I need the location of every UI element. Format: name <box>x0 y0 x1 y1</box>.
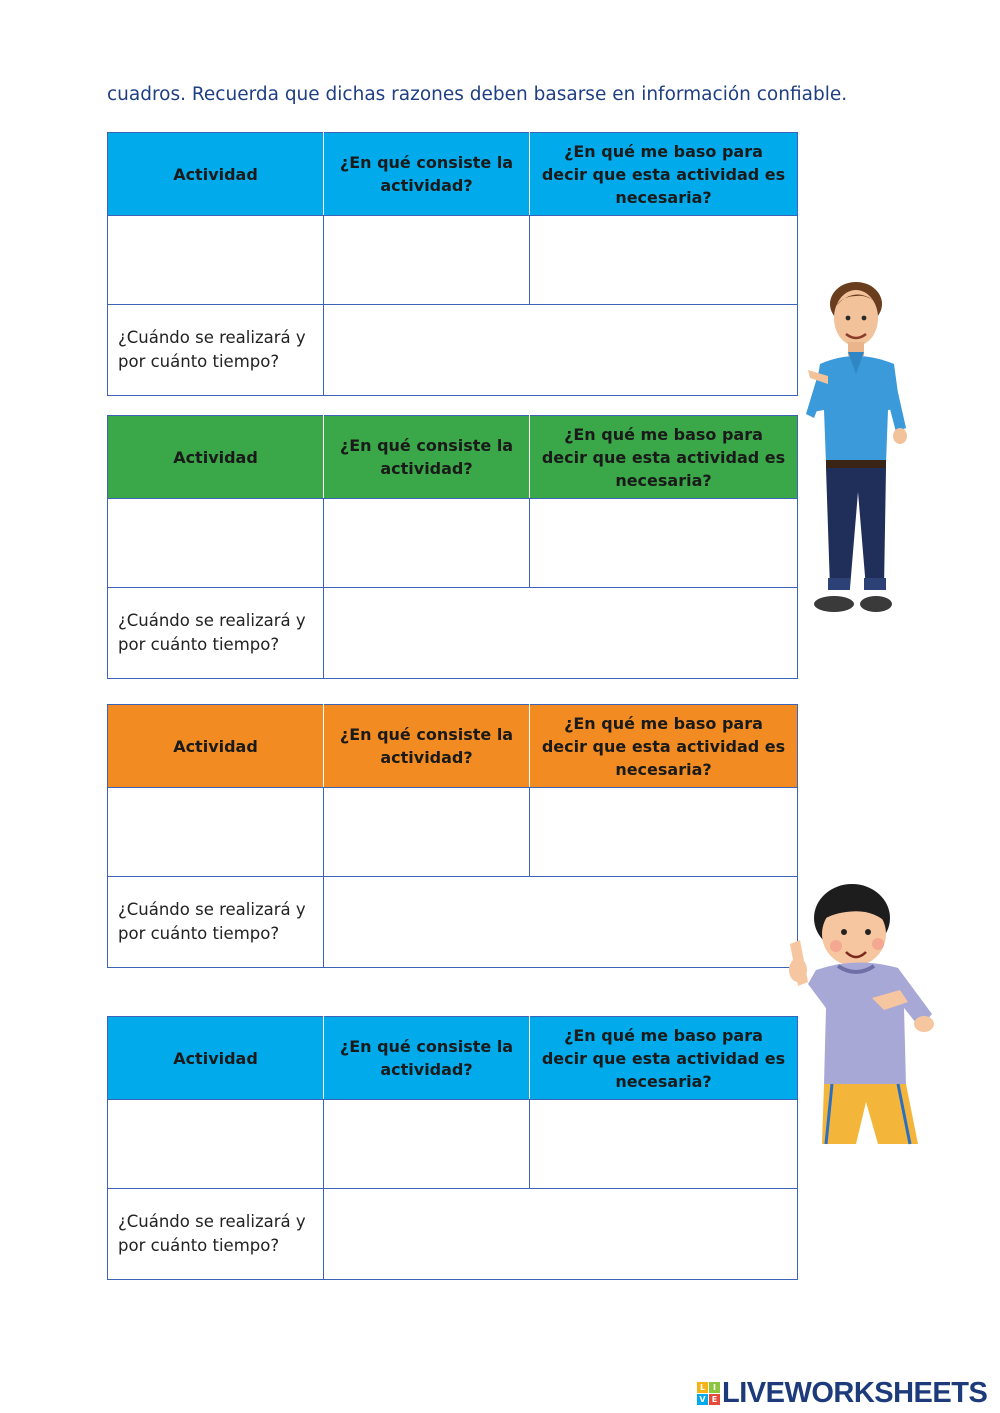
logo-mark-letter: L <box>697 1382 708 1393</box>
when-row <box>108 305 798 396</box>
answer-row <box>108 216 798 305</box>
consists-answer-cell[interactable] <box>324 499 530 588</box>
activity-answer-cell[interactable] <box>108 788 324 877</box>
logo-text: LIVEWORKSHEETS <box>722 1376 988 1409</box>
answer-row <box>108 788 798 877</box>
when-label: ¿Cuándo se realizará y por cuánto tiempo? <box>108 1189 324 1280</box>
answer-row <box>108 1100 798 1189</box>
activity-answer-cell[interactable] <box>108 499 324 588</box>
when-label: ¿Cuándo se realizará y por cuánto tiempo? <box>108 877 324 968</box>
boy-figure-icon <box>786 878 950 1150</box>
header-consists: ¿En qué consiste la actividad? <box>324 705 530 788</box>
when-row <box>108 1189 798 1280</box>
logo-mark-letter: I <box>709 1382 720 1393</box>
table-header-row <box>108 1017 798 1100</box>
activity-table-4 <box>107 1016 798 1280</box>
when-label: ¿Cuándo se realizará y por cuánto tiempo? <box>108 305 324 396</box>
teacher-figure-icon <box>798 278 910 618</box>
liveworksheets-logo <box>697 1378 987 1408</box>
header-activity: Actividad <box>108 416 324 499</box>
consists-answer-cell[interactable] <box>324 788 530 877</box>
consists-answer-cell[interactable] <box>324 216 530 305</box>
activity-table-1 <box>107 132 798 396</box>
header-activity: Actividad <box>108 705 324 788</box>
when-label: ¿Cuándo se realizará y por cuánto tiempo? <box>108 588 324 679</box>
header-activity: Actividad <box>108 1017 324 1100</box>
basis-answer-cell[interactable] <box>530 216 798 305</box>
when-row <box>108 877 798 968</box>
header-consists: ¿En qué consiste la actividad? <box>324 416 530 499</box>
when-answer-cell[interactable] <box>324 305 798 396</box>
consists-answer-cell[interactable] <box>324 1100 530 1189</box>
activity-answer-cell[interactable] <box>108 216 324 305</box>
table-header-row <box>108 133 798 216</box>
logo-mark-letter: E <box>709 1394 720 1405</box>
header-basis: ¿En qué me baso para decir que esta actividad es necesaria? <box>530 416 798 499</box>
activity-table-2 <box>107 415 798 679</box>
when-answer-cell[interactable] <box>324 877 798 968</box>
activity-table-3 <box>107 704 798 968</box>
basis-answer-cell[interactable] <box>530 499 798 588</box>
when-answer-cell[interactable] <box>324 588 798 679</box>
logo-mark-icon <box>697 1382 720 1405</box>
header-basis: ¿En qué me baso para decir que esta actividad es necesaria? <box>530 705 798 788</box>
table-header-row <box>108 416 798 499</box>
activity-answer-cell[interactable] <box>108 1100 324 1189</box>
header-consists: ¿En qué consiste la actividad? <box>324 1017 530 1100</box>
basis-answer-cell[interactable] <box>530 1100 798 1189</box>
intro-text: cuadros. Recuerda que dichas razones deben basarse en información confiable. <box>107 84 848 105</box>
header-basis: ¿En qué me baso para decir que esta actividad es necesaria? <box>530 133 798 216</box>
logo-mark-letter: V <box>697 1394 708 1405</box>
header-basis: ¿En qué me baso para decir que esta actividad es necesaria? <box>530 1017 798 1100</box>
basis-answer-cell[interactable] <box>530 788 798 877</box>
header-activity: Actividad <box>108 133 324 216</box>
table-header-row <box>108 705 798 788</box>
header-consists: ¿En qué consiste la actividad? <box>324 133 530 216</box>
when-answer-cell[interactable] <box>324 1189 798 1280</box>
when-row <box>108 588 798 679</box>
answer-row <box>108 499 798 588</box>
